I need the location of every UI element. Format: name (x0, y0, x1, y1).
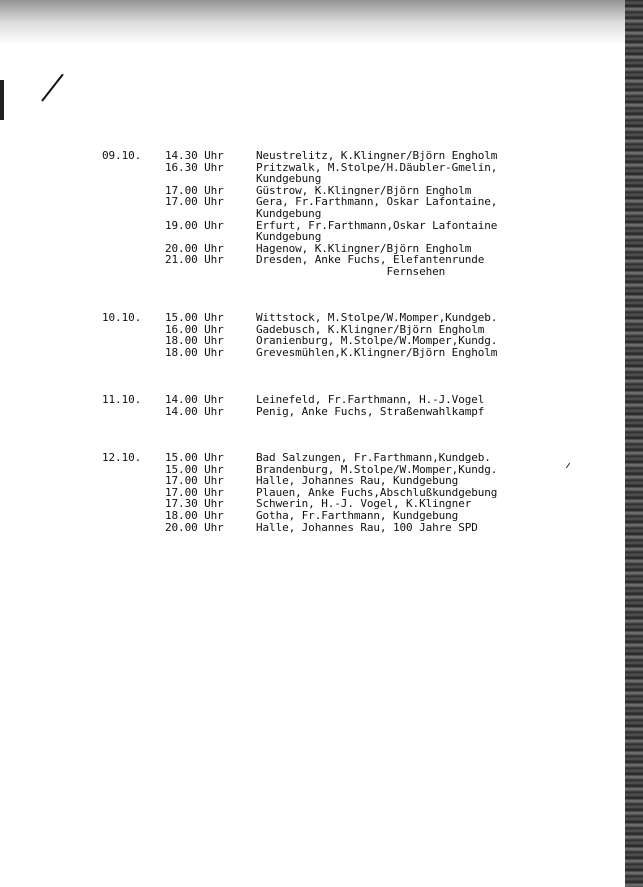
entry-time: 17.00 Uhr (165, 195, 224, 209)
day-date: 11.10. (102, 393, 142, 406)
scan-mark-left (0, 80, 4, 120)
entry-time: 17.00 Uhr (165, 474, 224, 488)
entry-time: 14.30 Uhr (165, 149, 224, 162)
entry-time: 14.00 Uhr (165, 393, 224, 406)
entry-time: 17.30 Uhr (165, 497, 224, 511)
entry-time: 19.00 Uhr (165, 218, 224, 232)
entry-time: 20.00 Uhr (165, 241, 224, 255)
entry-time: 18.00 Uhr (165, 345, 224, 359)
entry-text: Schwerin, H.-J. Vogel, K.Klingner (256, 497, 472, 511)
entry-time: 20.00 Uhr (165, 520, 224, 534)
day-date: 12.10. (102, 451, 142, 464)
entry-text: Grevesmühlen,K.Klingner/Björn Engholm (256, 345, 498, 359)
entry-text: Gadebusch, K.Klingner/Björn Engholm (256, 322, 485, 336)
entry-time: 17.00 Uhr (165, 183, 224, 197)
entry-text: Wittstock, M.Stolpe/W.Momper,Kundgeb. (256, 311, 498, 324)
handwritten-tick-mark (566, 463, 570, 468)
entry-time: 15.00 Uhr (165, 451, 224, 464)
entry-text: Kundgebung (256, 230, 322, 244)
entry-text: Penig, Anke Fuchs, Straßenwahlkampf (256, 404, 485, 418)
entry-text: Kundgebung (256, 172, 322, 186)
entry-text: Gera, Fr.Farthmann, Oskar Lafontaine, (256, 195, 498, 209)
entry-text: Bad Salzungen, Fr.Farthmann,Kundgeb. (256, 451, 491, 464)
entry-text: Fernsehen (256, 265, 446, 278)
entry-time: 21.00 Uhr (165, 253, 224, 267)
entry-text: Neustrelitz, K.Klingner/Björn Engholm (256, 149, 498, 162)
entry-text: Erfurt, Fr.Farthmann,Oskar Lafontaine (256, 218, 498, 232)
entry-time: 15.00 Uhr (165, 462, 224, 476)
scan-edge-right (625, 0, 643, 887)
entry-time: 16.00 Uhr (165, 322, 224, 336)
handwritten-slash-mark (41, 74, 64, 102)
entry-time: 14.00 Uhr (165, 404, 224, 418)
entry-text: Halle, Johannes Rau, Kundgebung (256, 474, 459, 488)
entry-text: Halle, Johannes Rau, 100 Jahre SPD (256, 520, 478, 534)
entry-text: Brandenburg, M.Stolpe/W.Momper,Kundg. (256, 462, 498, 476)
entry-text: Dresden, Anke Fuchs, Elefantenrunde (256, 253, 485, 267)
entry-time: 17.00 Uhr (165, 485, 224, 499)
entry-text: Gotha, Fr.Farthmann, Kundgebung (256, 509, 459, 522)
entry-text: Pritzwalk, M.Stolpe/H.Däubler-Gmelin, (256, 160, 498, 174)
entry-time: 15.00 Uhr (165, 311, 224, 324)
entry-time: 16.30 Uhr (165, 160, 224, 174)
entry-text: Güstrow, K.Klingner/Björn Engholm (256, 183, 472, 197)
entry-time: 18.00 Uhr (165, 334, 224, 348)
entry-text: Leinefeld, Fr.Farthmann, H.-J.Vogel (256, 393, 485, 406)
entry-text: Plauen, Anke Fuchs,Abschlußkundgebung (256, 485, 498, 499)
entry-text: Hagenow, K.Klingner/Björn Engholm (256, 241, 472, 255)
entry-text: Oranienburg, M.Stolpe/W.Momper,Kundg. (256, 334, 498, 348)
entry-text: Kundgebung (256, 207, 322, 220)
scan-shadow-top (0, 0, 643, 42)
day-date: 09.10. (102, 149, 142, 162)
day-date: 10.10. (102, 311, 142, 324)
entry-time: 18.00 Uhr (165, 509, 224, 522)
